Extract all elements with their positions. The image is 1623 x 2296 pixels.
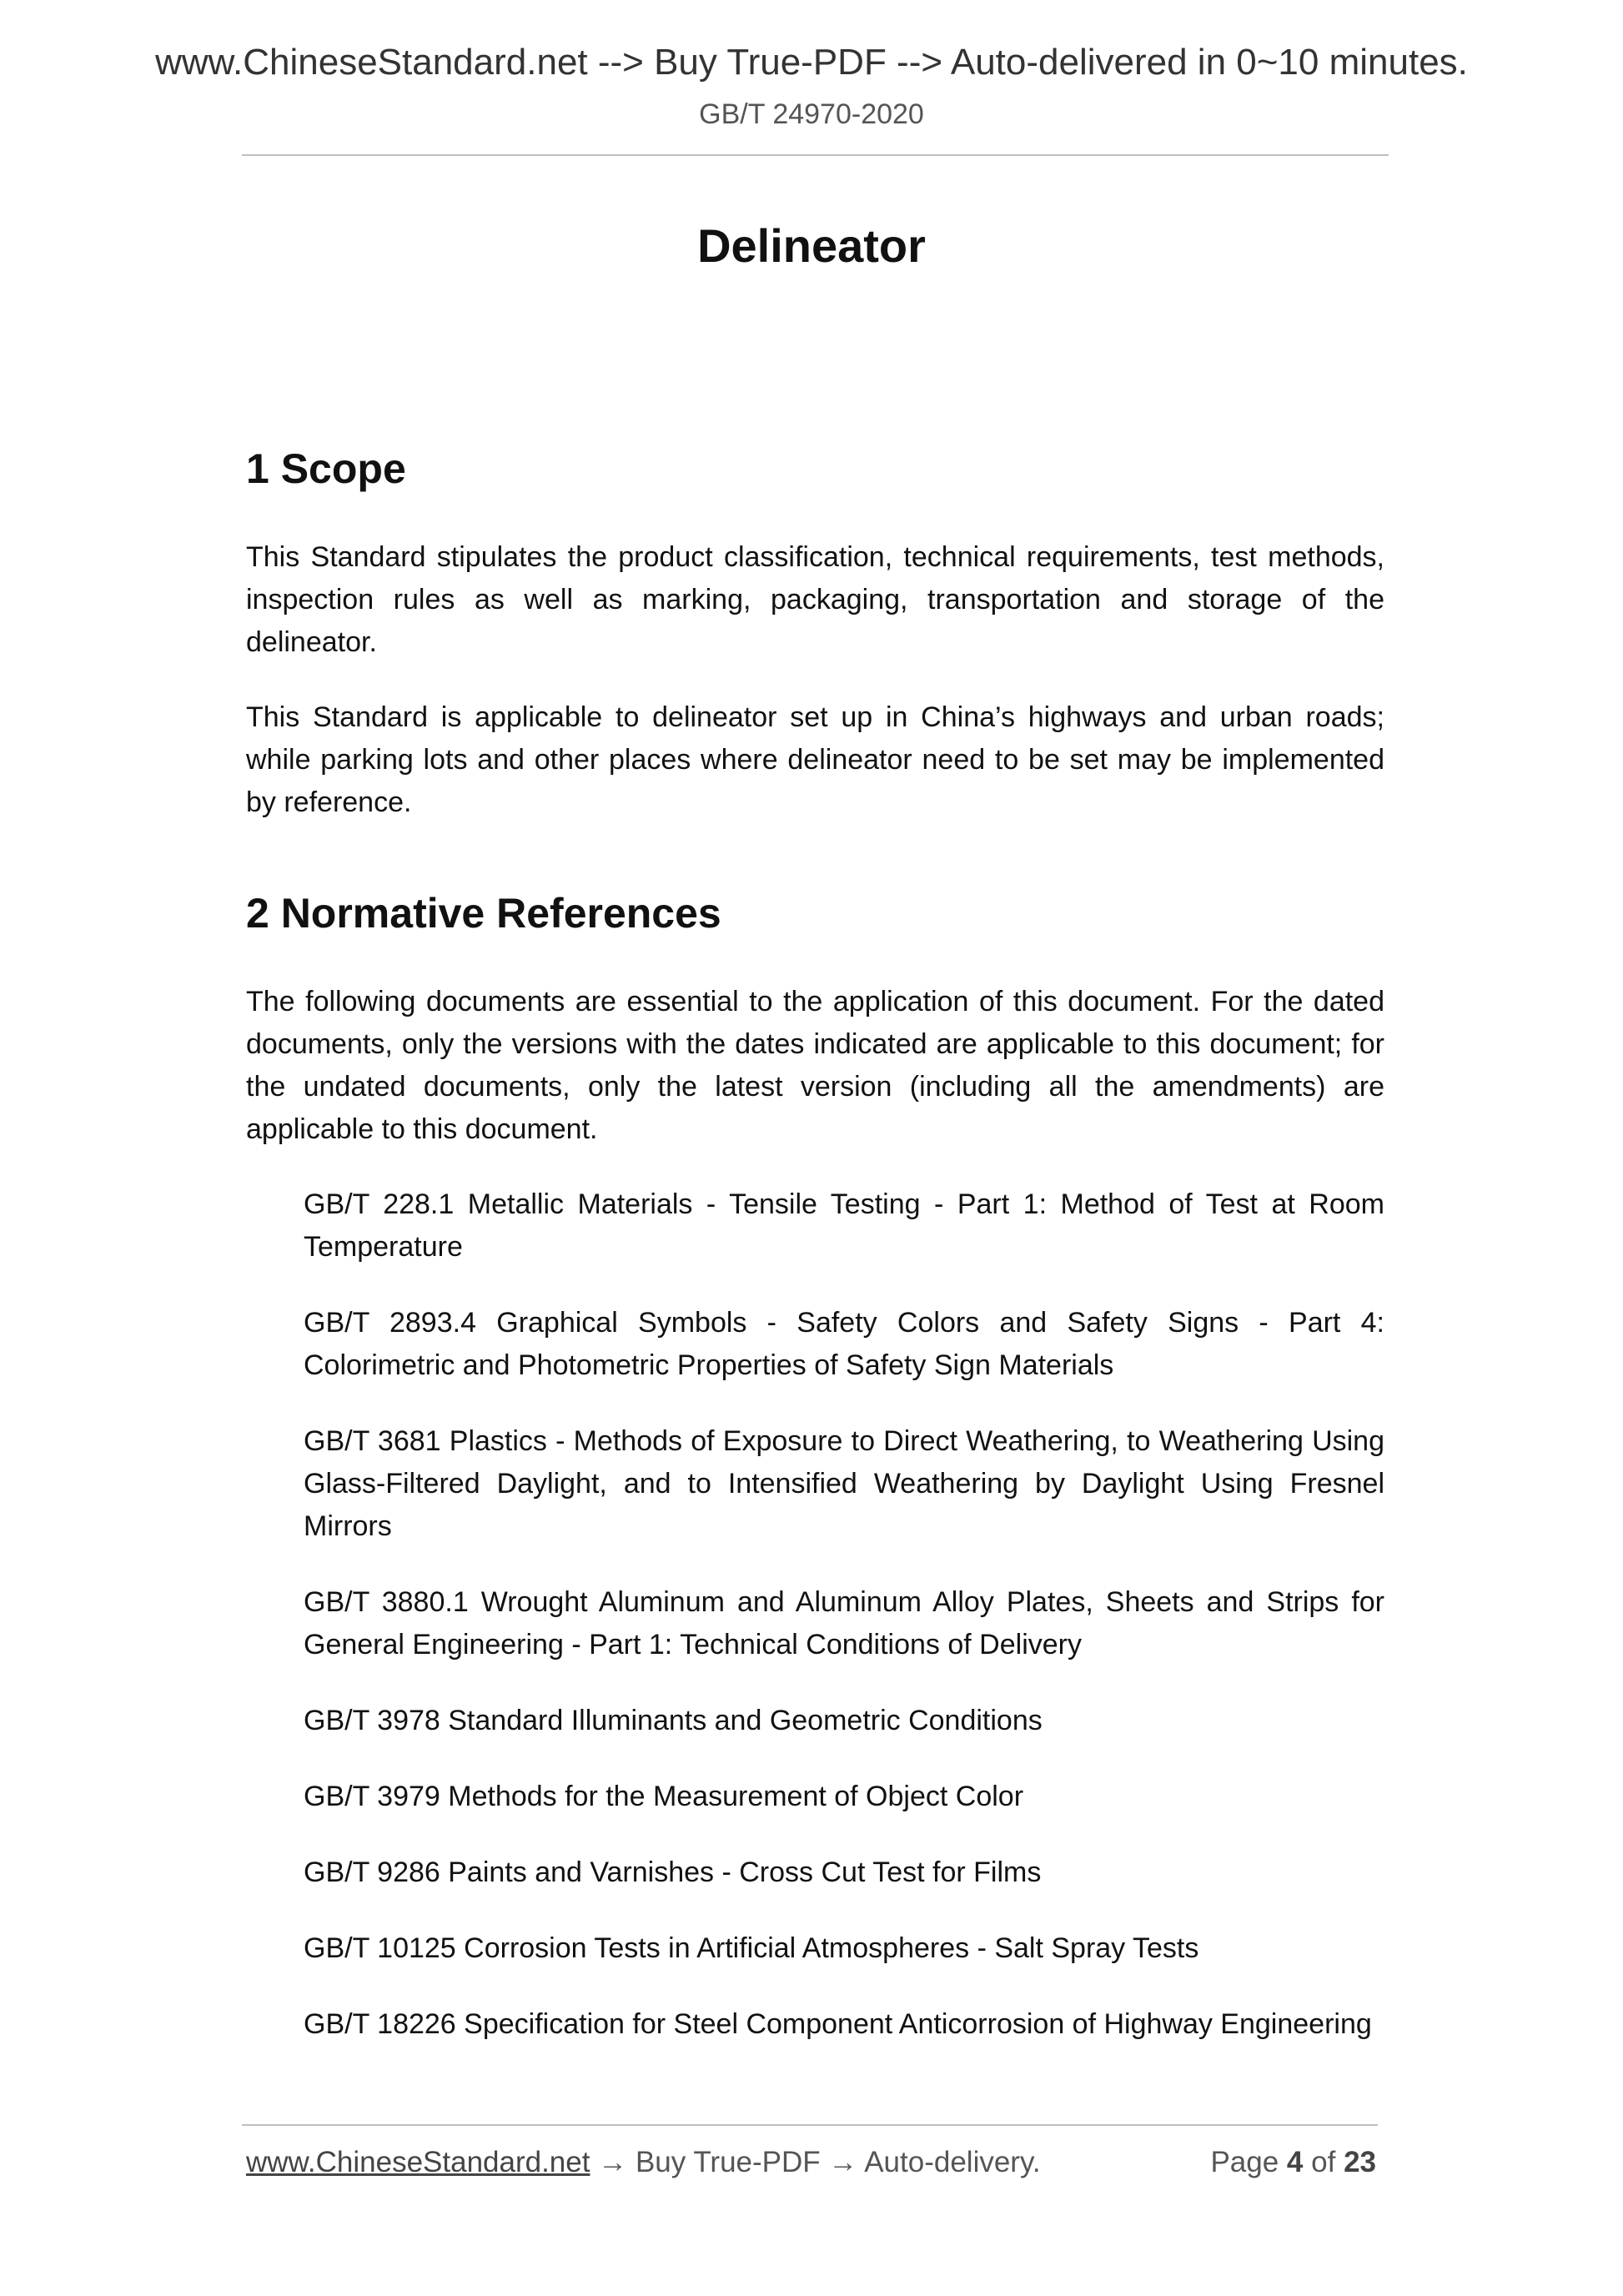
header-divider: [242, 154, 1389, 156]
scope-paragraph-1: This Standard stipulates the product classification, technical requirements, test methods, inspection rules as well as marking, packaging, transportation and storage of the delineator.: [246, 541, 1384, 658]
page-number: [1210, 2146, 1376, 2179]
reference-item: GB/T 10125 Corrosion Tests in Artificial Atmospheres - Salt Spray Tests: [304, 1932, 1199, 1964]
reference-item: GB/T 18226 Specification for Steel Component Anticorrosion of Highway Engineering: [304, 2008, 1372, 2040]
document-title: Delineator: [697, 219, 926, 272]
reference-item: GB/T 3978 Standard Illuminants and Geometric Conditions: [304, 1705, 1043, 1736]
document-body: [246, 442, 1384, 2079]
footer-site-link[interactable]: www.ChineseStandard.net: [246, 2146, 590, 2178]
page-current: 4: [1286, 2146, 1304, 2178]
footer-delivery-text: Auto-delivery.: [864, 2146, 1041, 2178]
page-word: Page: [1210, 2146, 1279, 2178]
page-total: 23: [1344, 2146, 1376, 2178]
reference-item: GB/T 2893.4 Graphical Symbols - Safety Colors and Safety Signs - Part 4: Colorimetric and Photometric Properties of Safety Sign Materials: [304, 1307, 1384, 1381]
header-doc-code: GB/T 24970-2020: [699, 98, 924, 130]
reference-item: GB/T 3880.1 Wrought Aluminum and Aluminum Alloy Plates, Sheets and Strips for General Engineering - Part 1: Technical Conditions of Delivery: [304, 1586, 1384, 1660]
of-word: of: [1311, 2146, 1336, 2178]
footer-promo: [246, 2146, 1041, 2179]
header-banner: www.ChineseStandard.net --> Buy True-PDF --> Auto-delivered in 0~10 minutes.: [155, 42, 1468, 83]
scope-paragraph-2: This Standard is applicable to delineator set up in China’s highways and urban roads; while parking lots and other places where delineator need to be set may be implemented by reference.: [246, 701, 1384, 818]
page-footer: [246, 2146, 1376, 2188]
reference-item: GB/T 228.1 Metallic Materials - Tensile Testing - Part 1: Method of Test at Room Temperature: [304, 1188, 1384, 1263]
section-heading-scope: 1 Scope: [246, 445, 406, 492]
arrow-right-icon: →: [828, 2146, 858, 2178]
footer-buy-text: Buy True-PDF: [635, 2146, 821, 2178]
reference-item: GB/T 3681 Plastics - Methods of Exposure to Direct Weathering, to Weathering Using Glass-Filtered Daylight, and to Intensified Weathering by Daylight Using Fresnel Mirrors: [304, 1425, 1384, 1542]
arrow-right-icon: →: [598, 2146, 628, 2178]
references-intro: The following documents are essential to the application of this document. For the dated documents, only the versions with the dates indicated are applicable to this document; for the undated documents, only the latest version (including all the amendments) are applicable to this document.: [246, 986, 1384, 1145]
reference-list: [246, 1183, 1384, 2046]
reference-item: GB/T 3979 Methods for the Measurement of Object Color: [304, 1781, 1024, 1812]
reference-item: GB/T 9286 Paints and Varnishes - Cross Cut Test for Films: [304, 1856, 1042, 1888]
footer-divider: [242, 2124, 1378, 2126]
section-heading-references: 2 Normative References: [246, 890, 721, 937]
